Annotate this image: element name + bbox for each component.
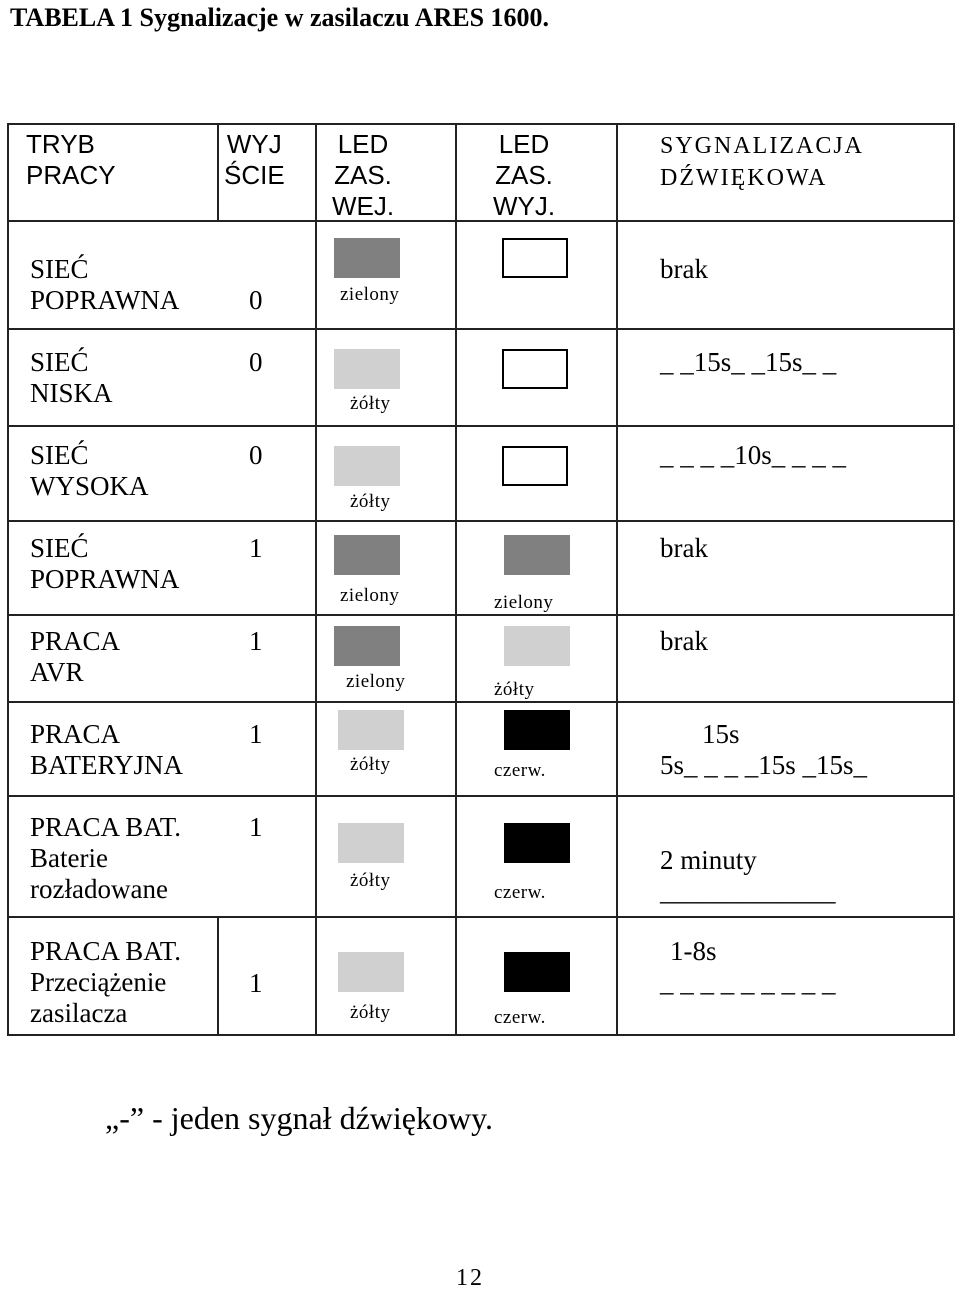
column-divider [455,123,457,1034]
legend-note: „-” - jeden sygnał dźwiękowy. [105,1100,493,1136]
sygnal-line: brak [660,533,708,563]
tryb-cell [30,347,113,409]
sygnal-cell [660,845,836,907]
led-label: żółty [494,679,535,700]
header-line: WYJ [226,129,282,159]
header-line: PRACY [26,160,116,190]
header-line: TRYB [26,129,95,159]
column-divider [217,916,219,1034]
sygnal-line: brak [660,254,708,284]
led-indicator [504,710,570,750]
header-led-wej [326,129,400,222]
sygnal-cell [660,533,708,564]
tryb-line: PRACA BAT. [30,936,182,966]
sygnal-line: _ _15s_ _15s_ _ [660,347,837,377]
led-label: żółty [350,1002,391,1023]
led-label: zielony [340,284,400,305]
led-label: żółty [350,870,391,891]
tryb-cell [30,254,179,316]
tryb-cell [30,936,181,1029]
led-label: zielony [346,671,406,692]
tryb-line: SIEĆ [30,533,89,563]
led-indicator [502,238,568,278]
wyjscie-cell: 1 [249,968,263,998]
table-border-top [7,123,955,125]
led-indicator [334,349,400,389]
header-line: LED [498,129,550,159]
table-border-left [7,123,9,1036]
tryb-cell [30,812,181,905]
table-border-right [953,123,955,1036]
tryb-line: BATERYJNA [30,750,184,780]
header-line: ZAS. [495,160,553,190]
led-indicator [334,626,400,666]
sygnal-line: 1-8s [670,936,717,966]
tryb-line: PRACA [30,626,121,656]
led-indicator [504,626,570,666]
led-indicator [502,446,568,486]
wyjscie-cell: 0 [249,347,263,377]
page-title: TABELA 1 Sygnalizacje w zasilaczu ARES 1600. [10,3,550,32]
sygnal-line: _ _ _ _ _ _ _ _ _ [660,967,836,997]
tryb-line: PRACA BAT. [30,812,182,842]
led-label: czerw. [494,1007,546,1028]
header-tryb [26,129,116,191]
sygnal-line: _ _ _ _10s_ _ _ _ [660,440,847,470]
tryb-cell [30,533,179,595]
led-indicator [504,535,570,575]
column-divider [315,123,317,1034]
led-indicator [504,952,570,992]
tryb-line: Baterie [30,843,108,873]
sygnal-cell [660,719,867,781]
header-line: ZAS. [334,160,392,190]
row-divider [7,220,955,222]
table-border-bottom [7,1034,955,1036]
led-indicator [334,535,400,575]
row-divider [7,795,955,797]
row-divider [7,520,955,522]
tryb-line: rozładowane [30,874,168,904]
page-number: 12 [456,1265,484,1291]
header-sygnalizacja [660,130,864,194]
wyjscie-cell: 1 [249,719,263,749]
header-line: DŹWIĘKOWA [660,165,828,191]
sygnal-line: brak [660,626,708,656]
led-indicator [338,823,404,863]
sygnal-line: 5s_ _ _ _15s _15s_ [660,750,868,780]
sygnal-line: 2 minuty [660,845,757,875]
led-indicator [334,238,400,278]
sygnal-line: 15s [702,719,740,749]
tryb-line: SIEĆ [30,440,89,470]
led-label: zielony [494,592,554,613]
tryb-line: PRACA [30,719,121,749]
led-label: żółty [350,491,391,512]
wyjscie-cell: 1 [249,812,263,842]
column-divider [217,123,219,222]
header-led-wyj [487,129,561,222]
wyjscie-cell: 1 [249,626,263,656]
sygnal-cell [660,440,846,471]
tryb-line: SIEĆ [30,254,89,284]
led-indicator [338,952,404,992]
row-divider [7,916,955,918]
sygnal-cell [660,936,836,998]
led-indicator [504,823,570,863]
tryb-line: SIEĆ [30,347,89,377]
wyjscie-cell: 0 [249,440,263,470]
led-label: czerw. [494,882,546,903]
led-indicator [502,349,568,389]
sygnal-cell [660,626,708,657]
led-indicator [334,446,400,486]
tryb-line: Przeciążenie [30,967,167,997]
row-divider [7,614,955,616]
tryb-line: POPRAWNA [30,285,180,315]
led-label: czerw. [494,760,546,781]
tryb-line: NISKA [30,378,113,408]
led-label: żółty [350,393,391,414]
wyjscie-cell: 1 [249,533,263,563]
led-label: żółty [350,754,391,775]
header-line: LED [337,129,389,159]
led-label: zielony [340,585,400,606]
tryb-line: AVR [30,657,84,687]
sygnal-cell [660,347,836,378]
header-line: WEJ. [331,191,395,221]
header-line: ŚCIE [224,160,285,190]
tryb-cell [30,719,183,781]
tryb-line: zasilacza [30,998,128,1028]
row-divider [7,425,955,427]
tryb-cell [30,440,149,502]
row-divider [7,701,955,703]
row-divider [7,328,955,330]
led-indicator [338,710,404,750]
tryb-line: POPRAWNA [30,564,180,594]
wyjscie-cell: 0 [249,285,263,315]
header-wyjscie [224,129,285,191]
sygnal-cell [660,254,708,285]
column-divider [616,123,618,1034]
tryb-cell [30,626,120,688]
header-line: WYJ. [492,191,556,221]
header-line: SYGNALIZACJA [660,133,864,159]
sygnal-line: _____________ [660,876,836,906]
tryb-line: WYSOKA [30,471,149,501]
